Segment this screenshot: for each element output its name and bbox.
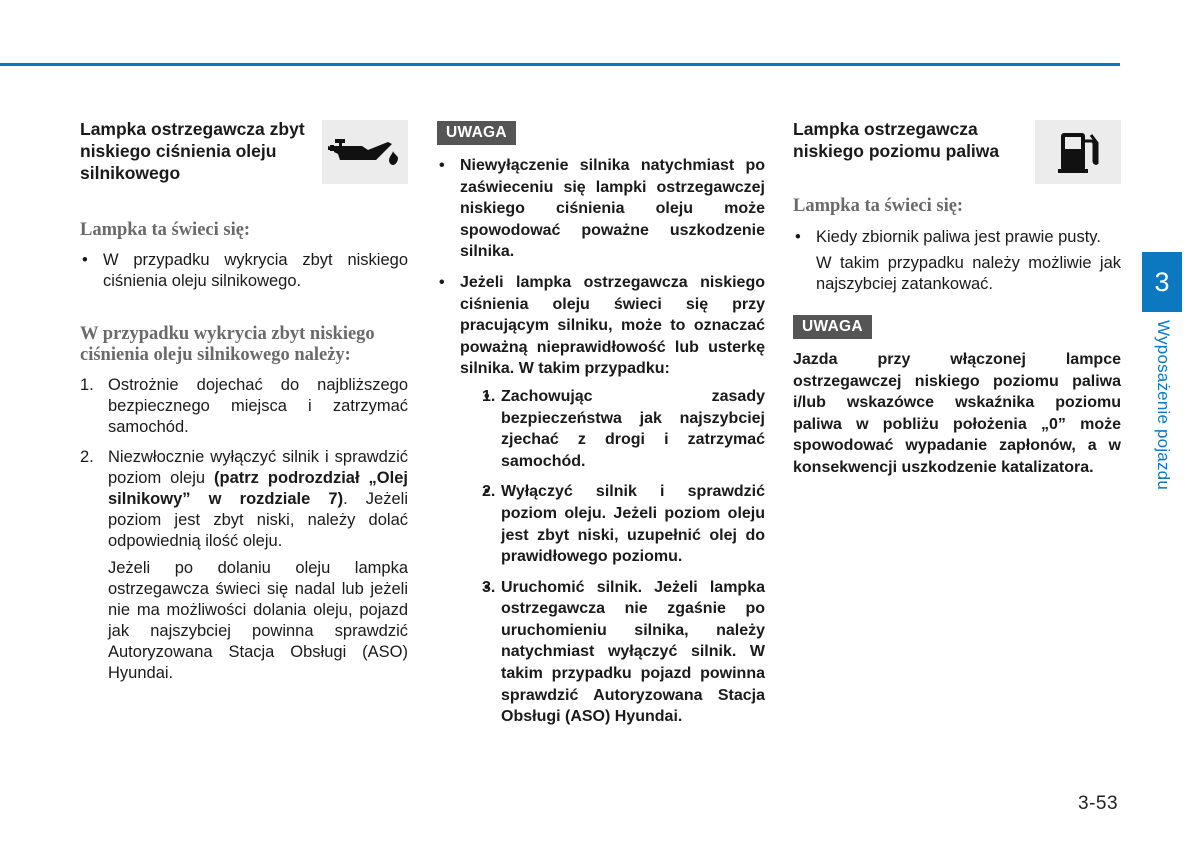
warning-list	[437, 155, 765, 728]
step-number: • 3.	[482, 578, 496, 596]
action-steps	[80, 375, 408, 684]
action-heading: W przypadku wykrycia zbyt niskiego ciśnienia oleju silnikowego należy:	[80, 324, 375, 365]
step-text: Zachowując zasady bezpieczeństwa jak najszybciej zjechać z drogi i zatrzymać samochód.	[501, 387, 765, 470]
list-item	[482, 481, 765, 567]
warning-text: Jazda przy włączonej lampce ostrzegawczej niskiego poziomu paliwa i/lub wskazówce wskaźnika poziomu paliwa w pobliżu położenia „0” może spowodować wypadanie zapłonów, a w konsekwencji uszkodzenie katalizatora.	[793, 351, 1121, 476]
step-number: • 1.	[482, 387, 496, 405]
warning-badge: UWAGA	[793, 315, 872, 339]
fuel-warning-notice	[793, 315, 1121, 479]
step-number: 2.	[80, 448, 94, 466]
lights-list	[80, 250, 408, 292]
list-item	[482, 577, 765, 728]
step-text: Wyłączyć silnik i sprawdzić poziom oleju. Jeżeli poziom oleju jest zbyt niski, uzupełnić olej do prawidłowego poziomu.	[501, 483, 765, 566]
page-number: 3-53	[1078, 793, 1119, 814]
list-item	[80, 375, 408, 438]
step-reference: (patrz podrozdział „Olej silnikowy” w rozdziale 7)	[108, 469, 408, 508]
list-item: • W przypadku wykrycia zbyt niskiego ciśnienia oleju silnikowego.	[80, 250, 408, 292]
warning-steps	[460, 386, 765, 728]
oil-pressure-section	[80, 118, 408, 693]
step-number: • 2.	[482, 483, 496, 501]
section-header	[80, 118, 408, 184]
lights-heading: Lampka ta świeci się:	[80, 220, 251, 240]
chapter-tab: 3	[1142, 252, 1182, 312]
chapter-label: Wyposażenie pojazdu	[1154, 320, 1173, 490]
step-text: Ostrożnie dojechać do najbliższego bezpiecznego miejsca i zatrzymać samochód.	[108, 376, 408, 436]
list-item-text: Jeżeli lampka ostrzegawcza niskiego ciśnienia oleju świeci się przy pracującym silniku, może to oznaczać poważną nieprawidłowość lub usterkę silnika. W takim przypadku:	[460, 273, 765, 378]
lights-list	[793, 227, 1121, 295]
fuel-level-section	[793, 118, 1121, 479]
section-header	[793, 118, 1121, 184]
step-paragraph: Jeżeli po dolaniu oleju lampka ostrzegawcza świeci się nadal lub jeżeli nie ma możliwości dolania oleju, pojazd jak najszybciej powinna sprawdzić Autoryzowana Stacja Obsługi (ASO) Hyundai.	[108, 559, 408, 682]
list-item	[793, 227, 1121, 295]
warning-badge: UWAGA	[437, 121, 516, 145]
list-item-paragraph: W takim przypadku należy możliwie jak najszybciej zatankować.	[816, 254, 1121, 293]
list-item	[437, 272, 765, 728]
step-number: 1.	[80, 376, 94, 394]
step-text: Uruchomić silnik. Jeżeli lampka ostrzegawcza nie zgaśnie po uruchomieniu silnika, należy natychmiast wyłączyć silnik. W takim przypadku pojazd powinna sprawdzić Autoryzowana Stacja Obsługi (ASO) Hyundai.	[501, 578, 765, 726]
section-title: Lampka ostrzegawcza niskiego poziomu paliwa	[793, 119, 1000, 161]
list-item	[482, 386, 765, 472]
step-text: Niezwłocznie wyłączyć silnik i sprawdzić poziom oleju	[108, 448, 408, 487]
oil-pressure-warning-icon	[322, 120, 408, 184]
top-rule	[0, 63, 1120, 66]
list-item	[80, 447, 408, 684]
oil-warning-notice	[437, 121, 765, 737]
list-item: • Niewyłączenie silnika natychmiast po zaświeceniu się lampki ostrzegawczej niskiego ciśnienia oleju może spowodować poważne uszkodzenie silnika.	[437, 155, 765, 263]
section-title: Lampka ostrzegawcza zbyt niskiego ciśnienia oleju silnikowego	[80, 119, 305, 183]
lights-heading: Lampka ta świeci się:	[793, 196, 964, 216]
list-item-text: Kiedy zbiornik paliwa jest prawie pusty.	[816, 228, 1101, 246]
fuel-pump-icon	[1035, 120, 1121, 184]
step-text: . Jeżeli poziom jest zbyt niski, należy dolać odpowiednią ilość oleju.	[108, 490, 408, 550]
